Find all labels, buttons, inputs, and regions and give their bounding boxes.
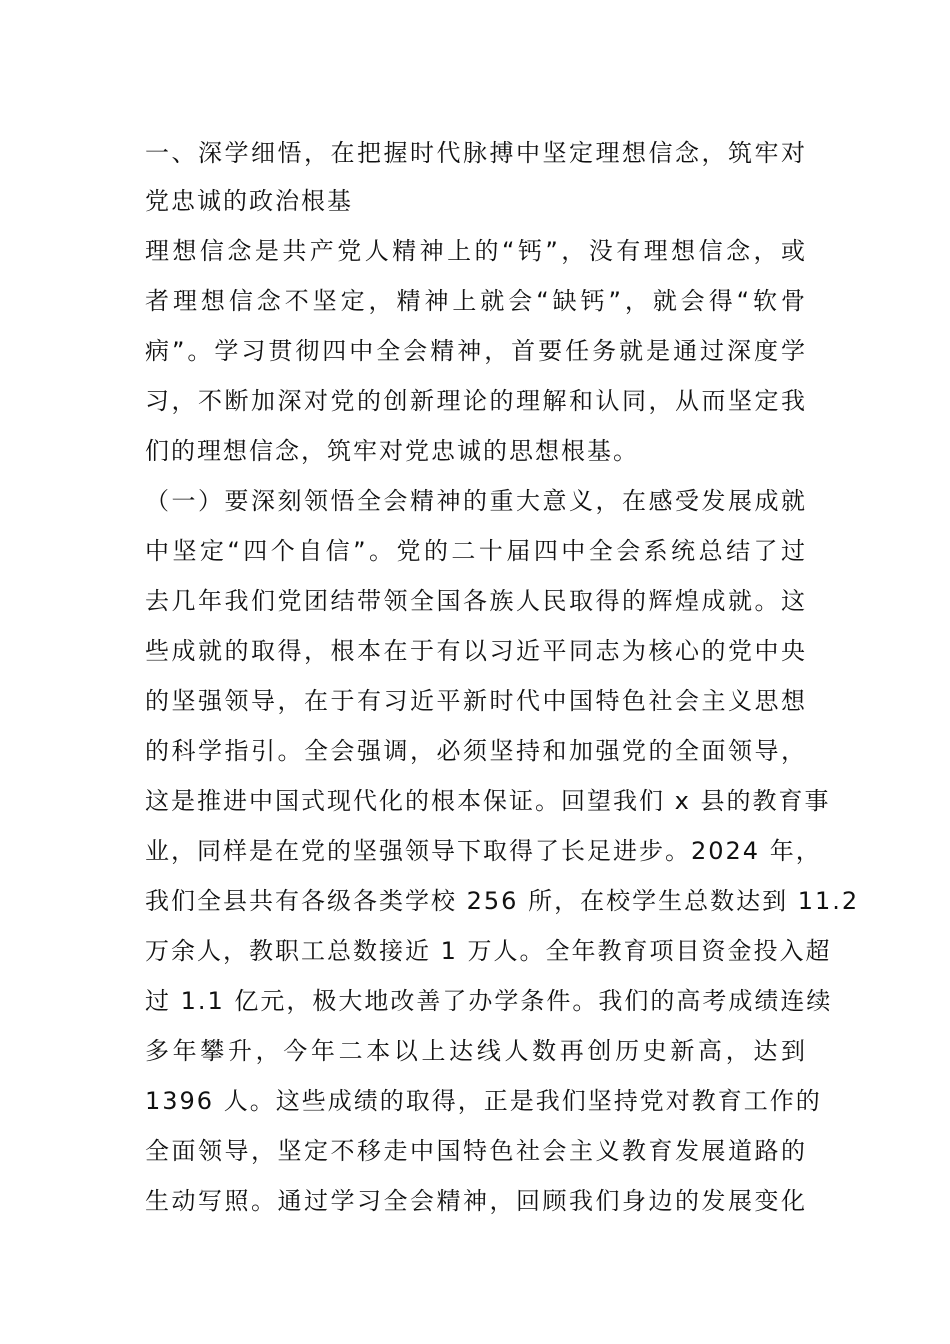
paragraph-ideals <box>145 226 807 476</box>
text-line: 的坚强领导，在于有习近平新时代中国特色社会主义思想 <box>145 687 807 715</box>
text-line: 们的理想信念，筑牢对党忠诚的思想根基。 <box>145 437 639 465</box>
text-line: 这是推进中国式现代化的根本保证。回望我们 x 县的教育事 <box>145 787 831 815</box>
text-line: 生动写照。通过学习全会精神，回顾我们身边的发展变化 <box>145 1187 807 1215</box>
text-line: 万余人，教职工总数接近 1 万人。全年教育项目资金投入超 <box>145 937 832 965</box>
text-line: 些成就的取得，根本在于有以习近平同志为核心的党中央 <box>145 637 807 665</box>
text-line: 病”。学习贯彻四中全会精神，首要任务就是通过深度学 <box>145 337 807 365</box>
text-line: 去几年我们党团结带领全国各族人民取得的辉煌成就。这 <box>145 587 807 615</box>
text-line: 多年攀升，今年二本以上达线人数再创历史新高，达到 <box>145 1037 807 1065</box>
document-page <box>145 130 860 1226</box>
heading-line: 党忠诚的政治根基 <box>145 187 353 215</box>
paragraph-four-confidences <box>145 476 860 1226</box>
text-line: 过 1.1 亿元，极大地改善了办学条件。我们的高考成绩连续 <box>145 987 833 1015</box>
text-line: 全面领导，坚定不移走中国特色社会主义教育发展道路的 <box>145 1137 807 1165</box>
text-line: 中坚定“四个自信”。党的二十届四中全会系统总结了过 <box>145 537 807 565</box>
text-line: 习，不断加深对党的创新理论的理解和认同，从而坚定我 <box>145 387 807 415</box>
text-line: 1396 人。这些成绩的取得，正是我们坚持党对教育工作的 <box>145 1087 822 1115</box>
text-line: 者理想信念不坚定，精神上就会“缺钙”，就会得“软骨 <box>145 287 807 315</box>
heading-line: 一、深学细悟，在把握时代脉搏中坚定理想信念，筑牢对 <box>145 139 807 167</box>
text-line: 业，同样是在党的坚强领导下取得了长足进步。2024 年， <box>145 837 822 865</box>
text-line: （一）要深刻领悟全会精神的重大意义，在感受发展成就 <box>145 487 807 515</box>
section-heading <box>145 130 807 226</box>
text-line: 我们全县共有各级各类学校 256 所，在校学生总数达到 11.2 <box>145 887 860 915</box>
text-line: 理想信念是共产党人精神上的“钙”，没有理想信念，或 <box>145 237 807 265</box>
text-line: 的科学指引。全会强调，必须坚持和加强党的全面领导， <box>145 737 807 765</box>
